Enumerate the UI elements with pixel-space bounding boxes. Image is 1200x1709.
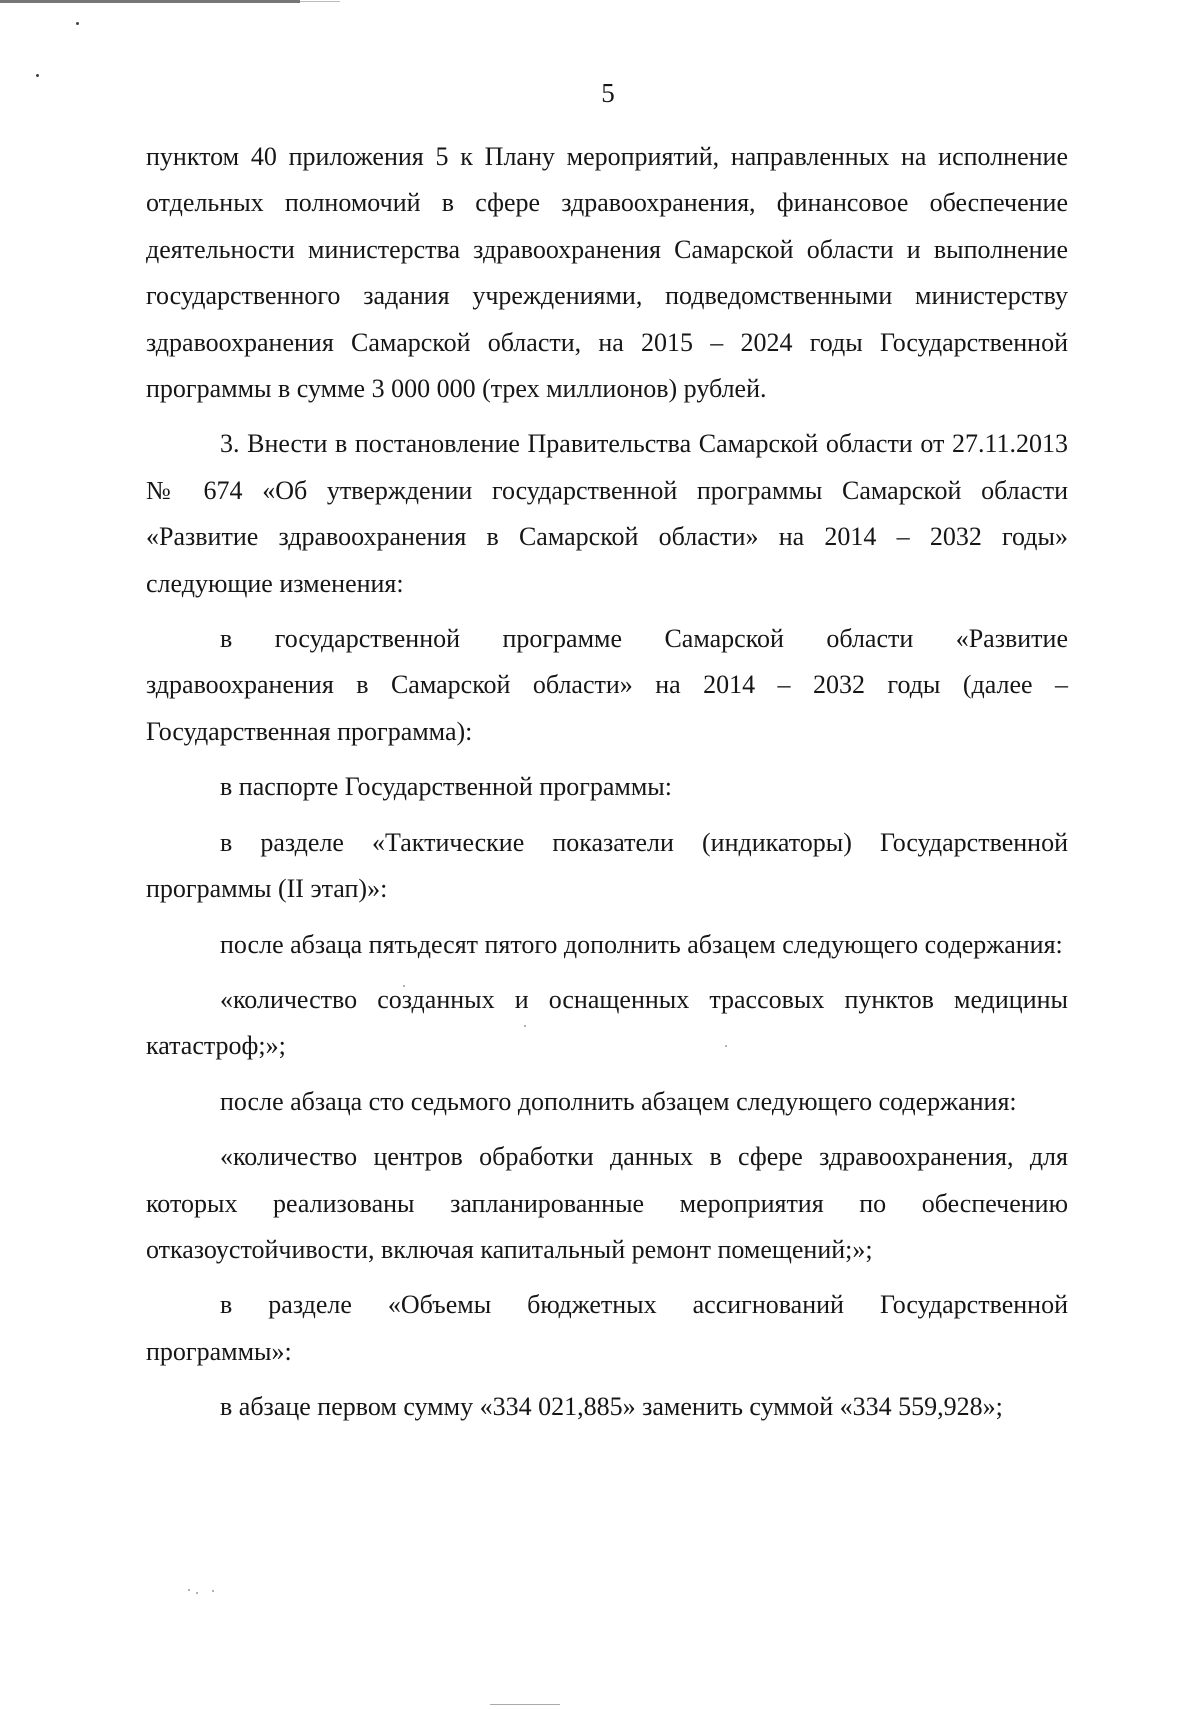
- paragraph: в абзаце первом сумму «334 021,885» заменить суммой «334 559,928»;: [220, 1392, 1003, 1422]
- paragraph-continuation: пунктом 40 приложения 5 к Плану мероприятий, направленных на исполнение отдельных полномочий в сфере здравоохранения, финансовое обеспечение деятельности министерства здравоохранения Самарской области и выполнение государственного задания учреждениями, подведомственными министерству здравоохранения Самарской области, на 2015 – 2024 годы Государственной программы в сумме 3 000 000 (трех миллионов) рублей.: [146, 142, 1068, 404]
- paragraph: после абзаца пятьдесят пятого дополнить абзацем следующего содержания:: [220, 929, 1063, 959]
- document-body: [146, 134, 1068, 1440]
- paragraph-item-3: 3. Внести в постановление Правительства Самарской области от 27.11.2013 № 674 «Об утверждении государственной программы Самарской области «Развитие здравоохранения в Самарской области» на 2014 – 2032 годы» следующие изменения:: [146, 429, 1068, 598]
- scan-edge-top-thin: [300, 1, 340, 2]
- paragraph: в разделе «Тактические показатели (индикаторы) Государственной программы (II этап)»:: [146, 827, 1068, 904]
- scan-speck: [36, 74, 39, 77]
- scan-edge-top: [0, 0, 300, 3]
- paragraph: «количество созданных и оснащенных трассовых пунктов медицины катастроф;»;: [146, 984, 1068, 1061]
- paragraph: «количество центров обработки данных в сфере здравоохранения, для которых реализованы запланированные мероприятия по обеспечению отказоустойчивости, включая капитальный ремонт помещений;»;: [146, 1142, 1068, 1264]
- scan-speck: [188, 1589, 190, 1591]
- paragraph: в государственной программе Самарской области «Развитие здравоохранения в Самарской области» на 2014 – 2032 годы (далее – Государственная программа):: [146, 624, 1068, 746]
- scan-speck: [212, 1590, 214, 1592]
- paragraph: в паспорте Государственной программы:: [220, 772, 672, 802]
- paragraph: в разделе «Объемы бюджетных ассигнований Государственной программы»:: [146, 1290, 1068, 1366]
- scan-speck: [196, 1592, 198, 1594]
- paragraph: после абзаца сто седьмого дополнить абзацем следующего содержания:: [220, 1086, 1017, 1116]
- page-number: 5: [601, 78, 615, 108]
- scan-speck: [76, 22, 79, 25]
- scan-edge-bottom: [490, 1704, 560, 1705]
